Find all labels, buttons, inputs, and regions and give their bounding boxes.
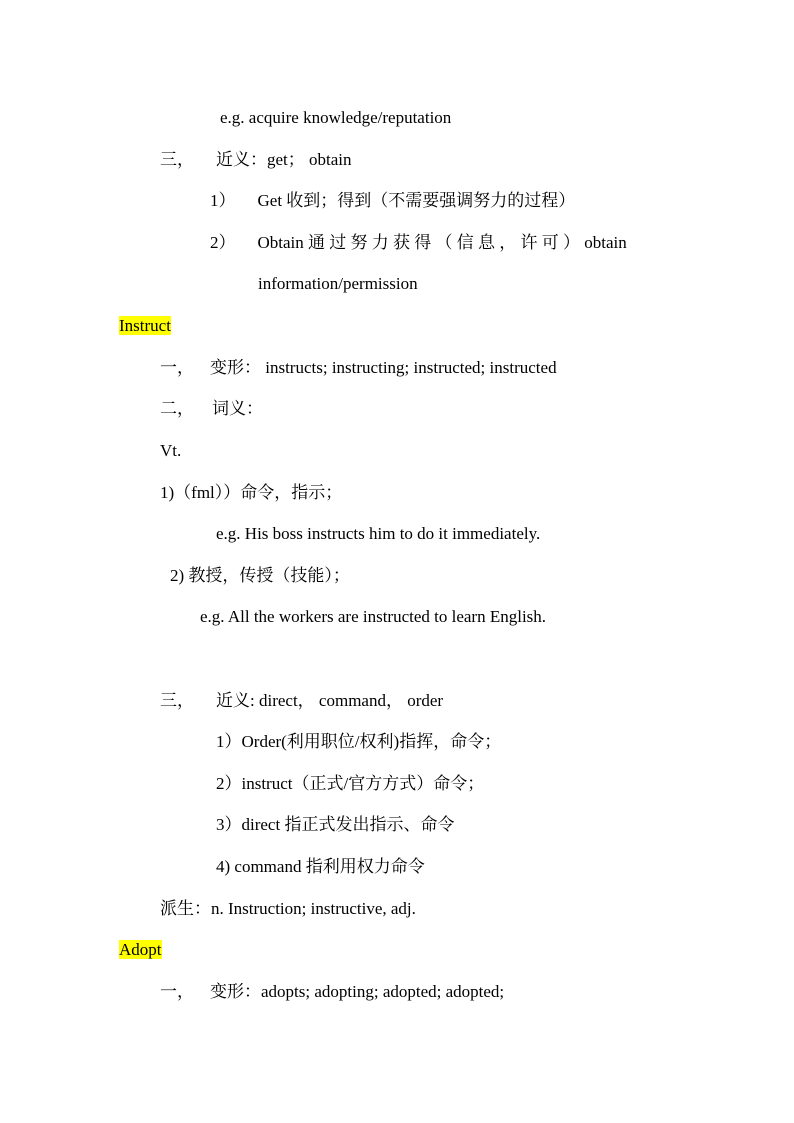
synonym-item-command: 4) command 指利用权力命令 (216, 857, 425, 876)
part-of-speech: Vt. (160, 441, 182, 460)
synonym-item-instruct: 2）instruct（正式/官方方式）命令； (216, 774, 485, 793)
synonyms-heading-instruct (160, 690, 443, 712)
item-number: 1） (210, 191, 236, 210)
headword-instruct (119, 315, 171, 337)
synonym-item-direct: 3）direct 指正式发出指示、命令 (216, 815, 455, 834)
sense-2: 2) 教授，传授（技能）； (170, 566, 350, 585)
synonyms-heading-acquire (160, 149, 352, 171)
synonyms-label: 近义：get； obtain (216, 150, 352, 169)
meaning-label: 词义： (212, 399, 263, 418)
derived-forms: 派生：n. Instruction; instructive, adj. (160, 899, 416, 918)
highlighted-headword: Adopt (119, 940, 162, 959)
synonym-item-order: 1）Order(利用职位/权利)指挥，命令； (216, 732, 502, 751)
forms-line-instruct (160, 357, 557, 379)
item-text: Obtain 通 过 努 力 获 得 （ 信 息 ， 许 可 ） obtain (257, 233, 627, 252)
highlighted-headword: Instruct (119, 316, 171, 335)
synonym-item-get (210, 190, 575, 212)
synonyms-label: 近义: direct， command， order (216, 691, 444, 710)
synonym-item-obtain-continued: information/permission (258, 274, 418, 293)
section-number: 一， (160, 982, 194, 1001)
section-number: 三， (160, 150, 194, 169)
forms-text: 变形：adopts; adopting; adopted; adopted; (210, 982, 505, 1001)
headword-adopt (119, 939, 162, 961)
forms-line-adopt (160, 981, 504, 1003)
item-number: 2） (210, 233, 236, 252)
section-number: 一， (160, 358, 194, 377)
section-number: 二， (160, 399, 194, 418)
section-number: 三， (160, 691, 194, 710)
meaning-heading (160, 398, 263, 420)
example-sense-2: e.g. All the workers are instructed to learn English. (200, 607, 547, 626)
example-sense-1: e.g. His boss instructs him to do it immediately. (216, 524, 541, 543)
sense-1: 1)（fml））命令，指示； (160, 483, 343, 502)
forms-text: 变形： instructs; instructing; instructed; instructed (210, 358, 557, 377)
item-text: Get 收到；得到（不需要强调努力的过程） (257, 191, 576, 210)
synonym-item-obtain (210, 232, 627, 254)
example-acquire: e.g. acquire knowledge/reputation (220, 108, 452, 127)
